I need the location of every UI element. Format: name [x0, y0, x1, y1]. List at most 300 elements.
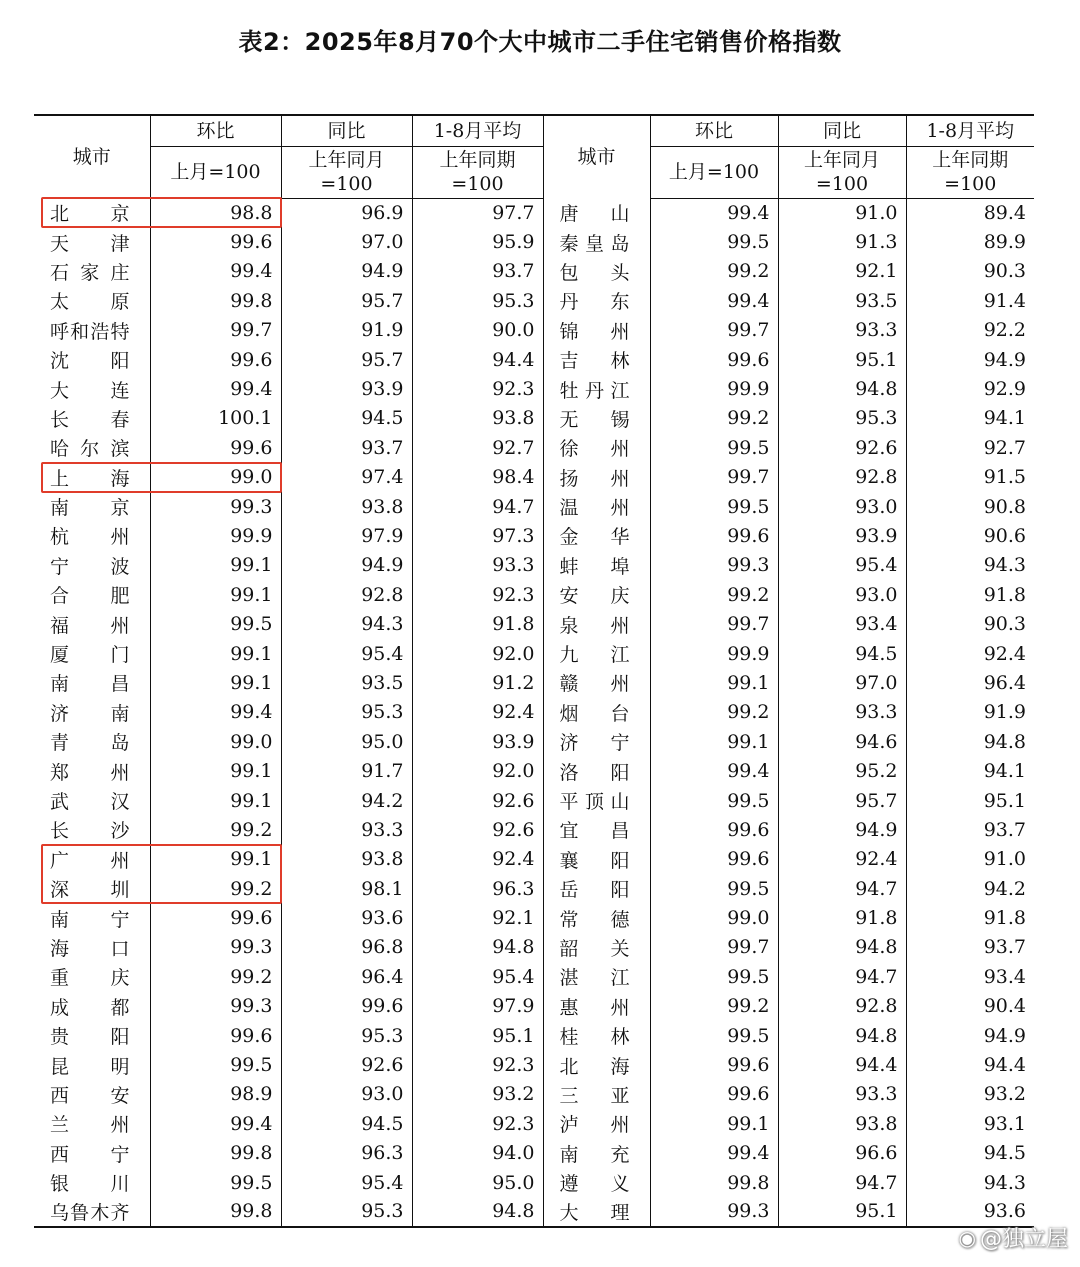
left-city-cell: 青岛	[50, 732, 130, 755]
right-yoy-cell: 94.5	[778, 639, 906, 668]
table-row	[34, 874, 1034, 903]
right-city-cell: 温州	[543, 492, 650, 521]
left-yoy-cell: 93.6	[281, 903, 412, 932]
left-yoy-cell: 97.9	[281, 521, 412, 550]
left-yoy-cell: 96.4	[281, 962, 412, 991]
right-avg-cell: 93.4	[906, 962, 1034, 991]
right-mom-cell: 99.5	[650, 492, 778, 521]
right-avg-cell: 95.1	[906, 786, 1034, 815]
right-city-cell: 泸州	[543, 1109, 650, 1138]
right-city-cell: 金华	[543, 521, 650, 550]
watermark	[959, 1222, 1068, 1253]
right-yoy-cell: 93.3	[778, 316, 906, 345]
table-row	[34, 257, 1034, 286]
mom-subheader-right: 上月=100	[650, 146, 778, 198]
right-mom-cell: 99.2	[650, 580, 778, 609]
right-avg-cell: 91.4	[906, 286, 1034, 315]
right-city-cell: 九江	[543, 639, 650, 668]
left-yoy-cell: 99.6	[281, 992, 412, 1021]
left-city-cell: 南昌	[50, 673, 130, 696]
right-city-cell: 吉林	[543, 345, 650, 374]
right-city-cell: 南充	[543, 1139, 650, 1168]
avg-header-right: 1-8月平均	[906, 115, 1034, 146]
left-yoy-cell: 95.4	[281, 639, 412, 668]
right-mom-cell: 99.7	[650, 463, 778, 492]
left-city-cell: 呼和浩特	[50, 320, 130, 343]
table-row	[34, 727, 1034, 756]
right-city-cell: 宜昌	[543, 815, 650, 844]
page-title: 表2：2025年8月70个大中城市二手住宅销售价格指数	[238, 28, 842, 56]
left-yoy-cell: 93.9	[281, 374, 412, 403]
left-avg-cell: 97.9	[412, 992, 543, 1021]
left-mom-cell: 99.0	[150, 727, 281, 756]
table-body	[34, 198, 1034, 1227]
right-mom-cell: 99.9	[650, 374, 778, 403]
right-city-cell: 桂林	[543, 1021, 650, 1050]
left-yoy-cell: 95.7	[281, 345, 412, 374]
mom-subheader-left: 上月=100	[150, 146, 281, 198]
left-avg-cell: 91.2	[412, 668, 543, 697]
right-avg-cell: 90.4	[906, 992, 1034, 1021]
right-avg-cell: 90.8	[906, 492, 1034, 521]
right-avg-cell: 94.4	[906, 1050, 1034, 1079]
right-city-cell: 洛阳	[543, 756, 650, 785]
table-row	[34, 962, 1034, 991]
right-mom-cell: 99.7	[650, 316, 778, 345]
right-mom-cell: 99.4	[650, 1139, 778, 1168]
right-avg-cell: 90.3	[906, 257, 1034, 286]
right-city-cell: 大理	[543, 1197, 650, 1226]
table-row	[34, 786, 1034, 815]
left-mom-cell: 99.3	[150, 933, 281, 962]
right-mom-cell: 99.6	[650, 815, 778, 844]
mom-header-left: 环比	[150, 115, 281, 146]
left-avg-cell: 92.3	[412, 374, 543, 403]
left-city-cell: 郑州	[50, 761, 130, 784]
right-yoy-cell: 91.3	[778, 227, 906, 256]
right-city-cell: 唐山	[543, 198, 650, 227]
table-row	[34, 345, 1034, 374]
right-city-cell: 济宁	[543, 727, 650, 756]
right-city-cell: 常德	[543, 903, 650, 932]
right-mom-cell: 99.6	[650, 1050, 778, 1079]
table-row	[34, 992, 1034, 1021]
left-avg-cell: 94.8	[412, 933, 543, 962]
right-city-cell: 丹东	[543, 286, 650, 315]
left-yoy-cell: 93.8	[281, 492, 412, 521]
left-yoy-cell: 96.9	[281, 198, 412, 227]
right-city-cell: 蚌埠	[543, 551, 650, 580]
left-yoy-cell: 93.7	[281, 433, 412, 462]
right-city-cell: 安庆	[543, 580, 650, 609]
right-mom-cell: 99.1	[650, 727, 778, 756]
right-yoy-cell: 95.1	[778, 1197, 906, 1226]
left-city-cell: 天津	[50, 232, 130, 255]
right-city-cell: 湛江	[543, 962, 650, 991]
right-yoy-cell: 92.4	[778, 845, 906, 874]
left-avg-cell: 97.3	[412, 521, 543, 550]
yoy-subheader-left: 上年同月 =100	[281, 146, 412, 198]
left-city-cell: 成都	[50, 996, 130, 1019]
right-avg-cell: 94.9	[906, 345, 1034, 374]
table-row	[34, 903, 1034, 932]
right-mom-cell: 99.2	[650, 698, 778, 727]
right-city-cell: 锦州	[543, 316, 650, 345]
left-yoy-cell: 92.6	[281, 1050, 412, 1079]
right-avg-cell: 94.2	[906, 874, 1034, 903]
right-avg-cell: 91.9	[906, 698, 1034, 727]
right-yoy-cell: 96.6	[778, 1139, 906, 1168]
left-avg-cell: 93.3	[412, 551, 543, 580]
left-yoy-cell: 94.5	[281, 404, 412, 433]
right-yoy-cell: 94.7	[778, 962, 906, 991]
right-city-cell: 遵义	[543, 1168, 650, 1197]
right-yoy-cell: 93.5	[778, 286, 906, 315]
left-city-cell: 昆明	[50, 1055, 130, 1078]
left-yoy-cell: 95.3	[281, 1021, 412, 1050]
left-avg-cell: 92.7	[412, 433, 543, 462]
right-city-cell: 北海	[543, 1050, 650, 1079]
right-mom-cell: 99.0	[650, 903, 778, 932]
right-yoy-cell: 91.8	[778, 903, 906, 932]
right-avg-cell: 93.7	[906, 933, 1034, 962]
yoy-header-right: 同比	[778, 115, 906, 146]
left-yoy-cell: 95.4	[281, 1168, 412, 1197]
right-city-cell: 泉州	[543, 609, 650, 638]
left-city-cell: 福州	[50, 614, 130, 637]
left-yoy-cell: 98.1	[281, 874, 412, 903]
city-header-left: 城市	[34, 115, 150, 198]
right-yoy-cell: 93.3	[778, 698, 906, 727]
right-yoy-cell: 94.6	[778, 727, 906, 756]
left-yoy-cell: 96.3	[281, 1139, 412, 1168]
right-yoy-cell: 94.8	[778, 374, 906, 403]
left-yoy-cell: 97.0	[281, 227, 412, 256]
table-row	[34, 433, 1034, 462]
right-yoy-cell: 93.9	[778, 521, 906, 550]
right-yoy-cell: 93.4	[778, 609, 906, 638]
table-row	[34, 815, 1034, 844]
left-city-cell: 济南	[50, 702, 130, 725]
left-mom-cell: 99.2	[150, 874, 281, 903]
left-avg-cell: 92.0	[412, 756, 543, 785]
left-avg-cell: 92.3	[412, 580, 543, 609]
right-city-cell: 平顶山	[543, 786, 650, 815]
right-avg-cell: 91.0	[906, 845, 1034, 874]
left-avg-cell: 92.6	[412, 786, 543, 815]
left-city-cell: 西安	[50, 1084, 130, 1107]
right-city-cell: 烟台	[543, 698, 650, 727]
right-avg-cell: 92.9	[906, 374, 1034, 403]
right-yoy-cell: 92.8	[778, 992, 906, 1021]
right-yoy-cell: 91.0	[778, 198, 906, 227]
right-yoy-cell: 94.4	[778, 1050, 906, 1079]
right-mom-cell: 99.3	[650, 551, 778, 580]
left-mom-cell: 99.3	[150, 992, 281, 1021]
right-city-cell: 牡丹江	[543, 374, 650, 403]
left-city-cell: 沈阳	[50, 350, 130, 373]
right-avg-cell: 94.9	[906, 1021, 1034, 1050]
left-yoy-cell: 93.5	[281, 668, 412, 697]
right-avg-cell: 90.3	[906, 609, 1034, 638]
left-avg-cell: 94.0	[412, 1139, 543, 1168]
left-city-cell: 大连	[50, 379, 130, 402]
right-mom-cell: 99.6	[650, 845, 778, 874]
left-city-cell: 海口	[50, 937, 130, 960]
table-row	[34, 286, 1034, 315]
left-mom-cell: 99.0	[150, 463, 281, 492]
left-city-cell: 宁波	[50, 555, 130, 578]
left-avg-cell: 94.7	[412, 492, 543, 521]
right-city-cell: 秦皇岛	[543, 227, 650, 256]
table-row	[34, 316, 1034, 345]
right-avg-cell: 89.4	[906, 198, 1034, 227]
right-avg-cell: 94.5	[906, 1139, 1034, 1168]
left-mom-cell: 99.5	[150, 1050, 281, 1079]
right-mom-cell: 99.4	[650, 198, 778, 227]
left-mom-cell: 99.7	[150, 316, 281, 345]
right-yoy-cell: 93.0	[778, 580, 906, 609]
table-row	[34, 756, 1034, 785]
left-yoy-cell: 91.9	[281, 316, 412, 345]
left-mom-cell: 99.6	[150, 903, 281, 932]
left-avg-cell: 94.4	[412, 345, 543, 374]
left-yoy-cell: 96.8	[281, 933, 412, 962]
right-city-cell: 包头	[543, 257, 650, 286]
yoy-subheader-right: 上年同月 =100	[778, 146, 906, 198]
table-row	[34, 551, 1034, 580]
right-yoy-cell: 94.8	[778, 933, 906, 962]
left-avg-cell: 95.9	[412, 227, 543, 256]
left-mom-cell: 99.3	[150, 492, 281, 521]
left-mom-cell: 98.8	[150, 198, 281, 227]
avg-header-left: 1-8月平均	[412, 115, 543, 146]
left-city-cell: 上海	[50, 467, 130, 490]
right-yoy-cell: 93.0	[778, 492, 906, 521]
right-avg-cell: 91.5	[906, 463, 1034, 492]
yoy-header-left: 同比	[281, 115, 412, 146]
mom-header-right: 环比	[650, 115, 778, 146]
right-city-cell: 三亚	[543, 1080, 650, 1109]
left-mom-cell: 99.4	[150, 374, 281, 403]
right-yoy-cell: 95.7	[778, 786, 906, 815]
left-city-cell: 合肥	[50, 585, 130, 608]
right-yoy-cell: 94.9	[778, 815, 906, 844]
right-avg-cell: 92.4	[906, 639, 1034, 668]
left-avg-cell: 92.6	[412, 815, 543, 844]
left-yoy-cell: 93.8	[281, 845, 412, 874]
right-yoy-cell: 94.7	[778, 874, 906, 903]
table-row	[34, 1080, 1034, 1109]
left-mom-cell: 99.1	[150, 551, 281, 580]
right-yoy-cell: 92.1	[778, 257, 906, 286]
right-mom-cell: 99.7	[650, 609, 778, 638]
right-city-cell: 赣州	[543, 668, 650, 697]
left-avg-cell: 90.0	[412, 316, 543, 345]
table-row	[34, 1050, 1034, 1079]
right-avg-cell: 93.7	[906, 815, 1034, 844]
right-mom-cell: 99.7	[650, 933, 778, 962]
right-avg-cell: 92.7	[906, 433, 1034, 462]
left-city-cell: 重庆	[50, 967, 130, 990]
table-row	[34, 198, 1034, 227]
right-mom-cell: 99.3	[650, 1197, 778, 1226]
right-avg-cell: 94.8	[906, 727, 1034, 756]
left-avg-cell: 91.8	[412, 609, 543, 638]
right-yoy-cell: 92.8	[778, 463, 906, 492]
table-row	[34, 404, 1034, 433]
left-mom-cell: 99.8	[150, 286, 281, 315]
left-mom-cell: 99.1	[150, 845, 281, 874]
right-mom-cell: 99.5	[650, 874, 778, 903]
table-row	[34, 609, 1034, 638]
left-avg-cell: 95.0	[412, 1168, 543, 1197]
right-yoy-cell: 95.2	[778, 756, 906, 785]
city-header-right: 城市	[543, 115, 650, 198]
left-mom-cell: 99.9	[150, 521, 281, 550]
left-mom-cell: 99.2	[150, 815, 281, 844]
table-header	[34, 115, 1034, 198]
right-mom-cell: 99.6	[650, 1080, 778, 1109]
left-yoy-cell: 91.7	[281, 756, 412, 785]
left-city-cell: 厦门	[50, 644, 130, 667]
left-city-cell: 乌鲁木齐	[34, 1197, 150, 1226]
right-city-cell: 无锡	[543, 404, 650, 433]
left-city-cell: 武汉	[50, 791, 130, 813]
left-mom-cell: 99.4	[150, 1109, 281, 1138]
left-mom-cell: 99.1	[150, 639, 281, 668]
left-avg-cell: 92.3	[412, 1109, 543, 1138]
left-city-cell: 石家庄	[50, 261, 130, 284]
right-city-cell: 韶关	[543, 933, 650, 962]
right-avg-cell: 93.6	[906, 1197, 1034, 1226]
right-mom-cell: 99.5	[650, 433, 778, 462]
left-avg-cell: 95.4	[412, 962, 543, 991]
avg-subheader-left: 上年同期 =100	[412, 146, 543, 198]
table-row	[34, 521, 1034, 550]
left-avg-cell: 93.2	[412, 1080, 543, 1109]
left-city-cell: 兰州	[50, 1114, 130, 1137]
right-avg-cell: 91.8	[906, 903, 1034, 932]
right-avg-cell: 91.8	[906, 580, 1034, 609]
right-mom-cell: 99.8	[650, 1168, 778, 1197]
table-row	[34, 580, 1034, 609]
left-mom-cell: 99.4	[150, 257, 281, 286]
left-mom-cell: 99.6	[150, 345, 281, 374]
right-mom-cell: 99.2	[650, 404, 778, 433]
left-yoy-cell: 94.5	[281, 1109, 412, 1138]
left-yoy-cell: 95.3	[281, 698, 412, 727]
left-avg-cell: 98.4	[412, 463, 543, 492]
left-avg-cell: 92.0	[412, 639, 543, 668]
left-mom-cell: 99.4	[150, 698, 281, 727]
right-city-cell: 岳阳	[543, 874, 650, 903]
right-avg-cell: 90.6	[906, 521, 1034, 550]
table-row	[34, 639, 1034, 668]
right-mom-cell: 99.6	[650, 521, 778, 550]
right-mom-cell: 99.6	[650, 345, 778, 374]
left-mom-cell: 99.1	[150, 580, 281, 609]
left-mom-cell: 98.9	[150, 1080, 281, 1109]
right-mom-cell: 99.5	[650, 1021, 778, 1050]
table-row	[34, 374, 1034, 403]
table-row	[34, 463, 1034, 492]
left-yoy-cell: 97.4	[281, 463, 412, 492]
left-city-cell: 银川	[50, 1173, 130, 1196]
left-avg-cell: 92.3	[412, 1050, 543, 1079]
left-yoy-cell: 95.7	[281, 286, 412, 315]
right-city-cell: 扬州	[543, 463, 650, 492]
right-yoy-cell: 93.8	[778, 1109, 906, 1138]
right-avg-cell: 94.1	[906, 404, 1034, 433]
price-index-table	[34, 114, 1034, 1228]
weibo-icon: ◉	[958, 1225, 976, 1250]
left-mom-cell: 99.5	[150, 1168, 281, 1197]
left-avg-cell: 93.7	[412, 257, 543, 286]
left-yoy-cell: 94.9	[281, 257, 412, 286]
left-city-cell: 哈尔滨	[50, 438, 130, 461]
left-avg-cell: 93.9	[412, 727, 543, 756]
left-yoy-cell: 94.2	[281, 786, 412, 815]
right-yoy-cell: 97.0	[778, 668, 906, 697]
right-mom-cell: 99.5	[650, 227, 778, 256]
left-avg-cell: 97.7	[412, 198, 543, 227]
right-yoy-cell: 95.3	[778, 404, 906, 433]
left-mom-cell: 100.1	[150, 404, 281, 433]
left-avg-cell: 96.3	[412, 874, 543, 903]
left-mom-cell: 99.1	[150, 756, 281, 785]
table-row	[34, 933, 1034, 962]
left-yoy-cell: 94.9	[281, 551, 412, 580]
right-city-cell: 惠州	[543, 992, 650, 1021]
right-yoy-cell: 93.3	[778, 1080, 906, 1109]
left-city-cell: 贵阳	[50, 1026, 130, 1049]
table-row	[34, 1139, 1034, 1168]
right-avg-cell: 89.9	[906, 227, 1034, 256]
left-yoy-cell: 94.3	[281, 609, 412, 638]
table-row	[34, 1021, 1034, 1050]
table-row	[34, 492, 1034, 521]
table-row	[34, 1168, 1034, 1197]
left-mom-cell: 99.1	[150, 786, 281, 815]
left-city-cell: 西宁	[50, 1143, 130, 1166]
left-city-cell: 南宁	[50, 908, 130, 931]
watermark-text: @独立屋	[979, 1227, 1068, 1252]
left-avg-cell: 92.4	[412, 845, 543, 874]
right-yoy-cell: 94.7	[778, 1168, 906, 1197]
right-yoy-cell: 95.1	[778, 345, 906, 374]
right-avg-cell: 93.1	[906, 1109, 1034, 1138]
left-yoy-cell: 92.8	[281, 580, 412, 609]
left-city-cell: 北京	[50, 203, 130, 226]
right-avg-cell: 93.2	[906, 1080, 1034, 1109]
right-mom-cell: 99.2	[650, 257, 778, 286]
left-mom-cell: 99.6	[150, 433, 281, 462]
left-city-cell: 太原	[50, 291, 130, 314]
right-mom-cell: 99.4	[650, 756, 778, 785]
left-city-cell: 广州	[50, 849, 130, 872]
left-mom-cell: 99.1	[150, 668, 281, 697]
table-row	[34, 698, 1034, 727]
table-row	[34, 227, 1034, 256]
right-mom-cell: 99.1	[650, 1109, 778, 1138]
right-yoy-cell: 94.8	[778, 1021, 906, 1050]
left-mom-cell: 99.8	[150, 1139, 281, 1168]
left-yoy-cell: 93.3	[281, 815, 412, 844]
left-mom-cell: 99.6	[150, 1021, 281, 1050]
left-avg-cell: 92.1	[412, 903, 543, 932]
right-avg-cell: 92.2	[906, 316, 1034, 345]
